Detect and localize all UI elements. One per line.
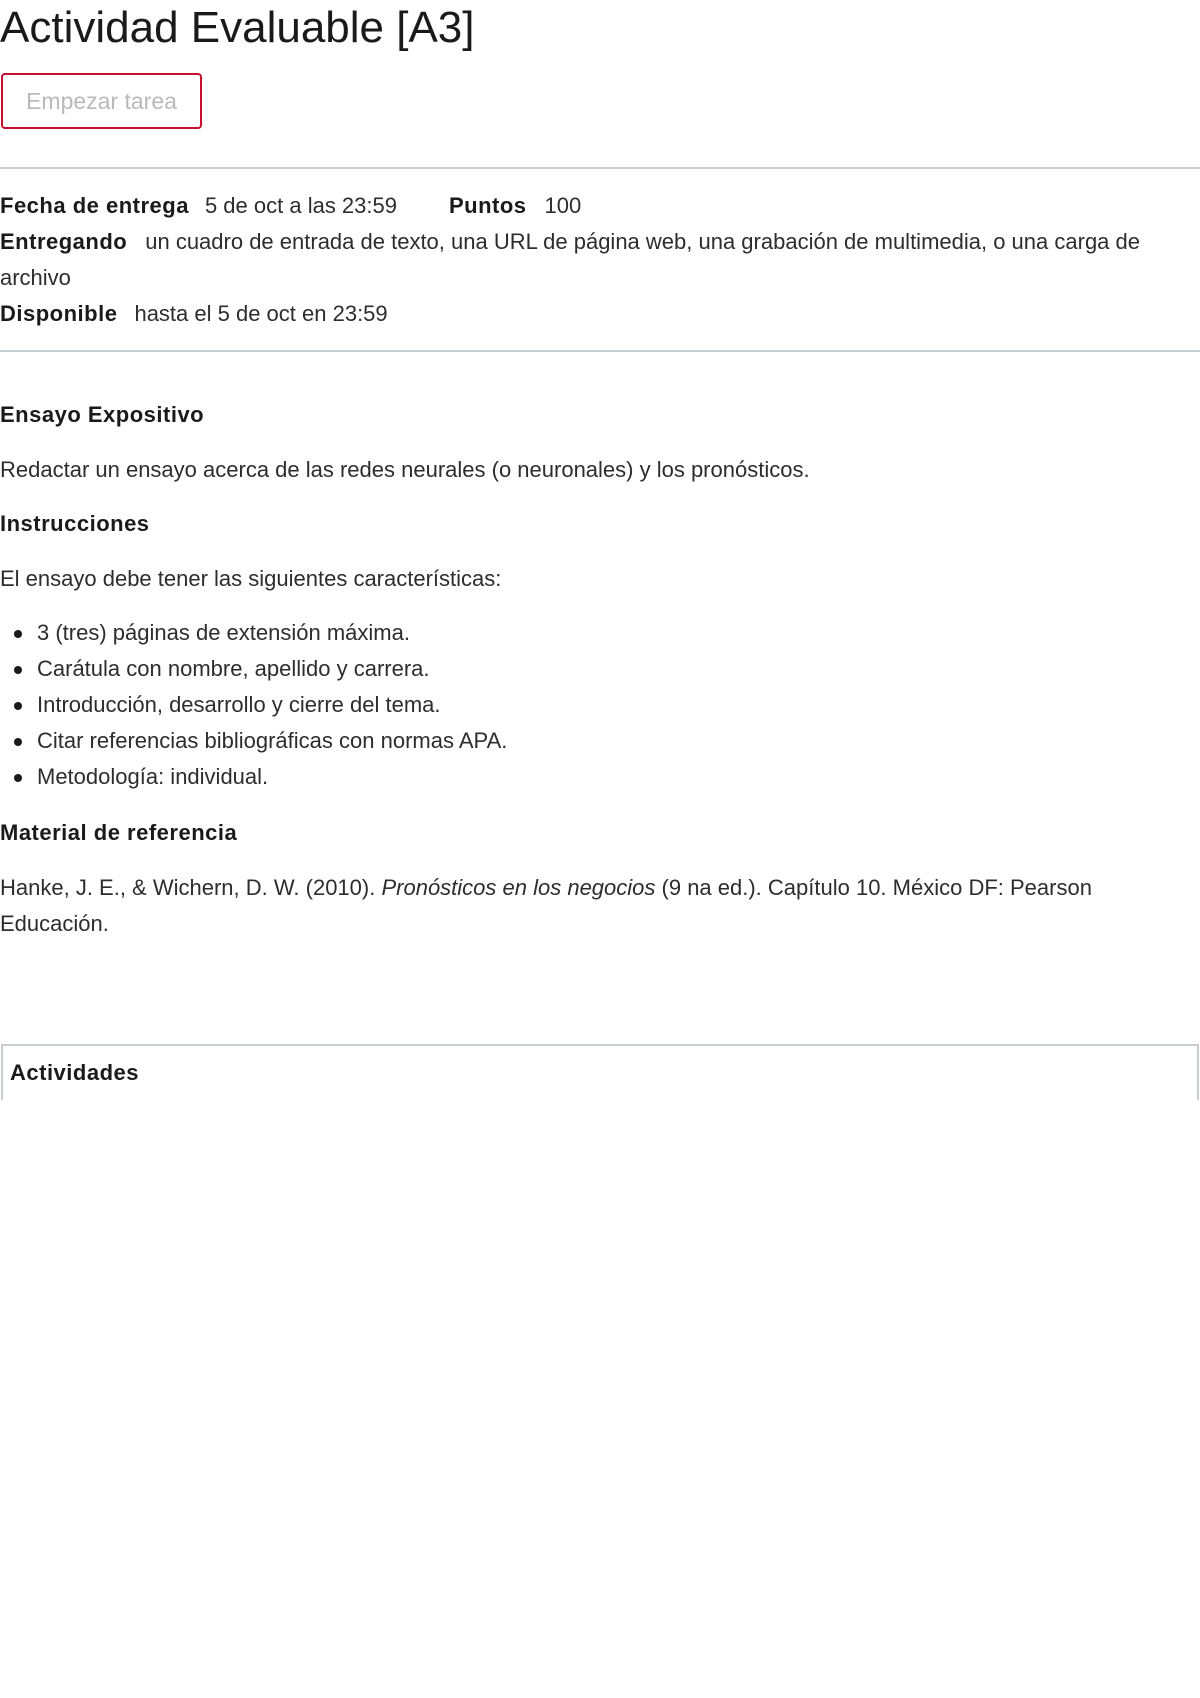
submitting-label: Entregando [0,229,128,254]
submitting-value: un cuadro de entrada de texto, una URL de página web, una grabación de multimedia, o una carga de archivo [0,229,1140,290]
points-label: Puntos [448,193,527,218]
essay-heading: Ensayo Expositivo [0,402,205,427]
list-item: 3 (tres) páginas de extensión máxima. [0,615,507,651]
due-date-value: 5 de oct a las 23:59 [204,193,397,218]
divider-top [0,167,1200,169]
due-date-label: Fecha de entrega [0,193,189,218]
page-title: Actividad Evaluable [A3] [0,3,475,52]
points-value: 100 [544,193,582,218]
list-item: Metodología: individual. [0,759,507,795]
instructions-intro: El ensayo debe tener las siguientes características: [0,566,502,591]
details-row-due [0,188,1160,224]
list-item: Introducción, desarrollo y cierre del tema. [0,687,507,723]
start-assignment-button[interactable]: Empezar tarea [1,73,202,129]
divider-bottom [0,350,1200,352]
activities-panel [1,1044,1199,1100]
reference-title: Pronósticos en los negocios [381,875,656,900]
details-row-submitting [0,224,1160,296]
reference-details: (9 na ed.). Capítulo 10. México DF: Pearson Educación. [0,875,1092,936]
instructions-heading: Instrucciones [0,511,150,536]
requirements-list [0,615,507,795]
essay-intro: Redactar un ensayo acerca de las redes neurales (o neuronales) y los pronósticos. [0,457,810,482]
available-value: hasta el 5 de oct en 23:59 [134,301,388,326]
reference-authors: Hanke, J. E., & Wichern, D. W. (2010). [0,875,382,900]
assignment-details [0,188,1160,332]
available-label: Disponible [0,301,118,326]
activities-heading: Actividades [10,1060,139,1085]
reference-citation [0,870,1120,942]
list-item: Citar referencias bibliográficas con normas APA. [0,723,507,759]
reference-heading: Material de referencia [0,820,238,845]
list-item: Carátula con nombre, apellido y carrera. [0,651,507,687]
details-row-available [0,296,1160,332]
